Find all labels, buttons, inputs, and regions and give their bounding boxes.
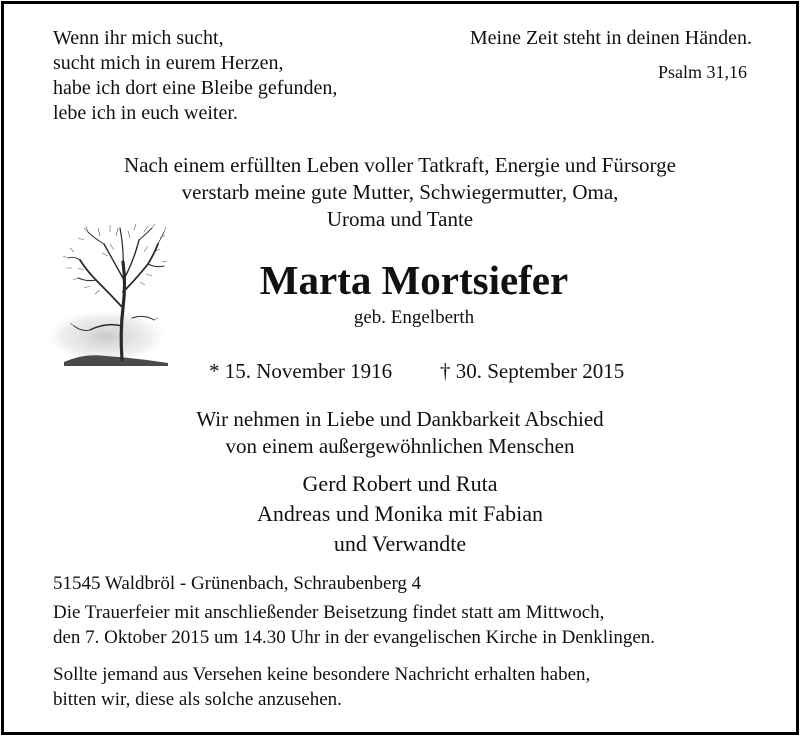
- notice-line: Sollte jemand aus Versehen keine besondere Nachricht erhalten haben,: [53, 664, 591, 685]
- intro-line: Nach einem erfüllten Leben voller Tatkraft, Energie und Fürsorge: [124, 153, 676, 177]
- intro-line: Uroma und Tante: [326, 207, 474, 231]
- family-address: 51545 Waldbröl - Grünenbach, Schraubenberg 4: [53, 573, 422, 594]
- obituary-notice: [1, 1, 799, 735]
- poem-line: Wenn ihr mich sucht,: [53, 27, 224, 49]
- farewell-text: [4, 406, 796, 460]
- mourners-list: [4, 469, 796, 559]
- poem-line: habe ich dort eine Bleibe gefunden,: [53, 77, 338, 99]
- tree-illustration: [44, 222, 174, 372]
- mourners-line: Andreas und Monika mit Fabian: [257, 501, 543, 526]
- poem: [53, 26, 337, 126]
- poem-line: sucht mich in eurem Herzen,: [53, 52, 284, 74]
- deceased-name: Marta Mortsiefer: [259, 257, 569, 303]
- service-line: Die Trauerfeier mit anschließender Beisetzung findet statt am Mittwoch,: [53, 602, 605, 623]
- mourners-line: und Verwandte: [333, 531, 467, 556]
- poem-line: lebe ich in euch weiter.: [53, 102, 238, 124]
- farewell-line: von einem außergewöhnlichen Menschen: [225, 434, 575, 458]
- notice-line: bitten wir, diese als solche anzusehen.: [53, 689, 342, 710]
- death-date: † 30. September 2015: [440, 359, 625, 383]
- maiden-name: geb. Engelberth: [353, 307, 475, 328]
- notification-notice: [53, 662, 590, 712]
- farewell-line: Wir nehmen in Liebe und Dankbarkeit Abschied: [196, 407, 604, 431]
- bible-verse-reference: Psalm 31,16: [657, 62, 747, 82]
- birth-date: * 15. November 1916: [209, 359, 393, 383]
- service-line: den 7. Oktober 2015 um 14.30 Uhr in der evangelischen Kirche in Denklingen.: [53, 627, 656, 648]
- bible-verse: Meine Zeit steht in deinen Händen.: [469, 27, 752, 49]
- intro-line: verstarb meine gute Mutter, Schwiegermutter, Oma,: [181, 180, 619, 204]
- intro-text: [4, 152, 796, 233]
- funeral-service-info: [53, 600, 655, 650]
- mourners-line: Gerd Robert und Ruta: [302, 471, 498, 496]
